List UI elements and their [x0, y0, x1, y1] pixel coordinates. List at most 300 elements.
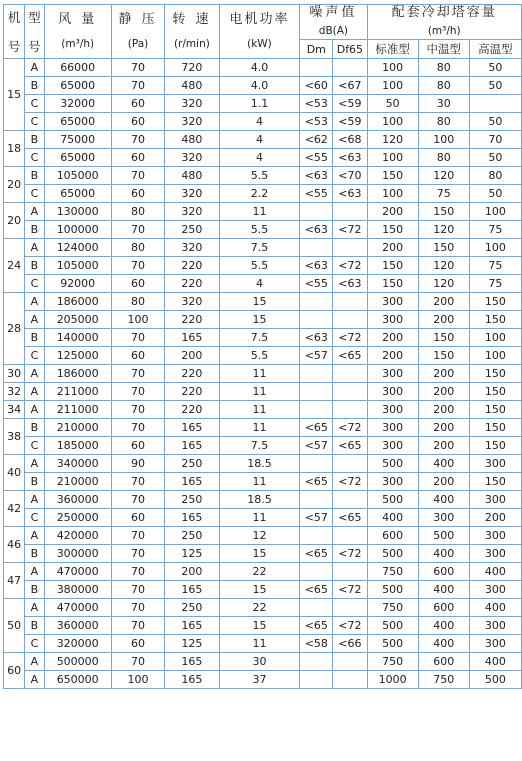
cell-speed: 320: [165, 293, 219, 311]
cell-motor-power: 4.0: [219, 59, 300, 77]
table-row: [4, 113, 522, 131]
cell-airflow: 211000: [44, 401, 111, 419]
cell-motor-power: 11: [219, 203, 300, 221]
cell-tower-medium-temp: 600: [418, 599, 469, 617]
cell-static-pressure: 60: [111, 509, 164, 527]
table-row: [4, 311, 522, 329]
table-row: [4, 545, 522, 563]
cell-tower-medium-temp: 200: [418, 383, 469, 401]
cell-tower-standard: 750: [367, 563, 418, 581]
cell-motor-power: 30: [219, 653, 300, 671]
cell-noise-df65: [333, 671, 367, 689]
cell-airflow: 650000: [44, 671, 111, 689]
cell-noise-dm: [300, 203, 333, 221]
cell-airflow: 420000: [44, 527, 111, 545]
cell-motor-power: 22: [219, 599, 300, 617]
cell-static-pressure: 70: [111, 77, 164, 95]
cell-tower-high-temp: 200: [469, 509, 521, 527]
cell-machine-no: 50: [4, 599, 25, 653]
table-row: [4, 383, 522, 401]
cell-noise-df65: [333, 293, 367, 311]
table-row: [4, 527, 522, 545]
cell-type: B: [25, 257, 44, 275]
cell-tower-standard: 150: [367, 275, 418, 293]
cell-airflow: 360000: [44, 491, 111, 509]
table-row: [4, 509, 522, 527]
cell-noise-df65: <72: [333, 329, 367, 347]
cell-tower-standard: 500: [367, 617, 418, 635]
cell-static-pressure: 70: [111, 365, 164, 383]
cell-speed: 165: [165, 671, 219, 689]
cell-type: B: [25, 473, 44, 491]
cell-airflow: 360000: [44, 617, 111, 635]
cell-tower-high-temp: 50: [469, 185, 521, 203]
cell-machine-no: 32: [4, 383, 25, 401]
cell-static-pressure: 60: [111, 185, 164, 203]
cell-tower-standard: 300: [367, 383, 418, 401]
cell-noise-df65: <63: [333, 185, 367, 203]
cell-noise-df65: <72: [333, 221, 367, 239]
cell-noise-df65: [333, 599, 367, 617]
header-static-pressure: 静 压 (Pa): [111, 5, 164, 59]
cell-machine-no: 42: [4, 491, 25, 527]
cell-speed: 165: [165, 437, 219, 455]
cell-speed: 480: [165, 131, 219, 149]
cell-airflow: 211000: [44, 383, 111, 401]
cell-noise-dm: [300, 599, 333, 617]
cell-noise-df65: [333, 491, 367, 509]
cell-static-pressure: 70: [111, 329, 164, 347]
cell-motor-power: 15: [219, 617, 300, 635]
cell-noise-dm: <53: [300, 113, 333, 131]
cell-static-pressure: 70: [111, 653, 164, 671]
cell-speed: 200: [165, 563, 219, 581]
cell-noise-df65: <65: [333, 509, 367, 527]
cell-static-pressure: 60: [111, 635, 164, 653]
cell-motor-power: 12: [219, 527, 300, 545]
cell-motor-power: 15: [219, 293, 300, 311]
cell-static-pressure: 70: [111, 527, 164, 545]
cell-motor-power: 1.1: [219, 95, 300, 113]
cell-airflow: 65000: [44, 77, 111, 95]
cell-static-pressure: 70: [111, 383, 164, 401]
table-row: [4, 671, 522, 689]
cell-static-pressure: 70: [111, 419, 164, 437]
cell-speed: 220: [165, 365, 219, 383]
cell-speed: 125: [165, 545, 219, 563]
cell-speed: 250: [165, 491, 219, 509]
cell-motor-power: 11: [219, 635, 300, 653]
cell-noise-dm: <57: [300, 437, 333, 455]
cell-noise-dm: [300, 365, 333, 383]
cell-tower-high-temp: 300: [469, 527, 521, 545]
cell-motor-power: 22: [219, 563, 300, 581]
cell-type: B: [25, 545, 44, 563]
cell-type: A: [25, 401, 44, 419]
cell-noise-df65: <72: [333, 581, 367, 599]
cell-machine-no: 24: [4, 239, 25, 293]
cell-motor-power: 15: [219, 311, 300, 329]
cell-noise-df65: [333, 401, 367, 419]
header-airflow: 风 量 (m³/h): [44, 5, 111, 59]
cell-noise-dm: <60: [300, 77, 333, 95]
cell-noise-dm: <55: [300, 149, 333, 167]
cell-tower-medium-temp: 400: [418, 635, 469, 653]
header-noise: 噪声值 dB(A): [300, 5, 367, 40]
cell-speed: 480: [165, 167, 219, 185]
cell-speed: 320: [165, 113, 219, 131]
cell-speed: 165: [165, 653, 219, 671]
cell-noise-df65: <67: [333, 77, 367, 95]
cell-static-pressure: 70: [111, 491, 164, 509]
header-motor-power: 电机功率 (kW): [219, 5, 300, 59]
cell-tower-high-temp: 300: [469, 545, 521, 563]
cell-noise-dm: <65: [300, 419, 333, 437]
cell-tower-high-temp: 300: [469, 455, 521, 473]
cell-type: A: [25, 653, 44, 671]
cell-tower-medium-temp: 120: [418, 167, 469, 185]
cell-tower-medium-temp: 750: [418, 671, 469, 689]
cell-motor-power: 11: [219, 383, 300, 401]
cell-airflow: 124000: [44, 239, 111, 257]
cell-tower-high-temp: 150: [469, 311, 521, 329]
cell-tower-medium-temp: 80: [418, 77, 469, 95]
cell-airflow: 380000: [44, 581, 111, 599]
cell-tower-standard: 150: [367, 257, 418, 275]
cell-speed: 220: [165, 275, 219, 293]
cell-noise-dm: <63: [300, 167, 333, 185]
table-row: [4, 167, 522, 185]
spec-table: [3, 4, 522, 689]
cell-tower-standard: 500: [367, 545, 418, 563]
table-row: [4, 563, 522, 581]
cell-motor-power: 2.2: [219, 185, 300, 203]
cell-noise-df65: [333, 59, 367, 77]
cell-noise-dm: <63: [300, 221, 333, 239]
cell-noise-df65: <72: [333, 473, 367, 491]
cell-tower-standard: 750: [367, 653, 418, 671]
cell-noise-dm: <65: [300, 473, 333, 491]
cell-machine-no: 34: [4, 401, 25, 419]
cell-speed: 165: [165, 617, 219, 635]
cell-tower-medium-temp: 120: [418, 221, 469, 239]
cell-noise-df65: <65: [333, 437, 367, 455]
cell-tower-medium-temp: 80: [418, 59, 469, 77]
cell-airflow: 100000: [44, 221, 111, 239]
cell-motor-power: 11: [219, 419, 300, 437]
header-tower-standard: 标准型: [367, 40, 418, 59]
table-row: [4, 185, 522, 203]
cell-static-pressure: 70: [111, 599, 164, 617]
cell-noise-df65: <66: [333, 635, 367, 653]
table-row: [4, 635, 522, 653]
cell-machine-no: 20: [4, 203, 25, 239]
cell-tower-medium-temp: 150: [418, 203, 469, 221]
cell-noise-df65: <68: [333, 131, 367, 149]
cell-tower-high-temp: 400: [469, 653, 521, 671]
table-body: [4, 59, 522, 689]
cell-speed: 480: [165, 77, 219, 95]
cell-airflow: 75000: [44, 131, 111, 149]
cell-tower-medium-temp: 120: [418, 275, 469, 293]
cell-noise-dm: [300, 491, 333, 509]
cell-machine-no: 30: [4, 365, 25, 383]
cell-tower-high-temp: 50: [469, 113, 521, 131]
cell-speed: 165: [165, 473, 219, 491]
cell-tower-standard: 100: [367, 77, 418, 95]
cell-speed: 320: [165, 185, 219, 203]
cell-type: A: [25, 455, 44, 473]
cell-machine-no: 47: [4, 563, 25, 599]
cell-static-pressure: 80: [111, 293, 164, 311]
table-row: [4, 275, 522, 293]
table-row: [4, 419, 522, 437]
cell-static-pressure: 100: [111, 311, 164, 329]
cell-tower-medium-temp: 200: [418, 293, 469, 311]
cell-speed: 165: [165, 419, 219, 437]
cell-noise-dm: [300, 401, 333, 419]
header-speed: 转 速 (r/min): [165, 5, 219, 59]
cell-static-pressure: 80: [111, 239, 164, 257]
cell-noise-df65: [333, 311, 367, 329]
cell-tower-medium-temp: 200: [418, 401, 469, 419]
cell-type: A: [25, 203, 44, 221]
cell-tower-medium-temp: 400: [418, 491, 469, 509]
table-row: [4, 599, 522, 617]
cell-type: B: [25, 77, 44, 95]
cell-airflow: 130000: [44, 203, 111, 221]
cell-machine-no: 18: [4, 131, 25, 167]
cell-static-pressure: 60: [111, 149, 164, 167]
cell-type: C: [25, 149, 44, 167]
table-row: [4, 131, 522, 149]
cell-static-pressure: 60: [111, 95, 164, 113]
cell-noise-dm: <62: [300, 131, 333, 149]
cell-noise-dm: <57: [300, 509, 333, 527]
cell-speed: 250: [165, 527, 219, 545]
cell-tower-medium-temp: 600: [418, 563, 469, 581]
cell-noise-df65: <63: [333, 275, 367, 293]
cell-noise-dm: <65: [300, 545, 333, 563]
cell-tower-medium-temp: 150: [418, 329, 469, 347]
cell-airflow: 65000: [44, 149, 111, 167]
cell-tower-medium-temp: 500: [418, 527, 469, 545]
cell-machine-no: 40: [4, 455, 25, 491]
cell-noise-df65: <72: [333, 617, 367, 635]
cell-noise-dm: <53: [300, 95, 333, 113]
cell-type: A: [25, 365, 44, 383]
cell-static-pressure: 70: [111, 563, 164, 581]
cell-tower-high-temp: 100: [469, 329, 521, 347]
cell-noise-df65: <72: [333, 419, 367, 437]
cell-tower-high-temp: 150: [469, 365, 521, 383]
cell-tower-medium-temp: 30: [418, 95, 469, 113]
cell-tower-standard: 300: [367, 401, 418, 419]
table-row: [4, 95, 522, 113]
header-tower-medium-temp: 中温型: [418, 40, 469, 59]
table-row: [4, 581, 522, 599]
cell-speed: 165: [165, 581, 219, 599]
cell-tower-standard: 200: [367, 347, 418, 365]
cell-tower-standard: 300: [367, 419, 418, 437]
cell-static-pressure: 70: [111, 257, 164, 275]
cell-tower-standard: 200: [367, 239, 418, 257]
cell-motor-power: 7.5: [219, 437, 300, 455]
header-type: 型 号: [25, 5, 44, 59]
cell-tower-high-temp: 150: [469, 473, 521, 491]
cell-noise-df65: [333, 653, 367, 671]
cell-noise-df65: <63: [333, 149, 367, 167]
cell-type: C: [25, 113, 44, 131]
cell-noise-dm: [300, 653, 333, 671]
cell-type: B: [25, 581, 44, 599]
cell-static-pressure: 70: [111, 545, 164, 563]
cell-tower-high-temp: 100: [469, 203, 521, 221]
cell-airflow: 186000: [44, 293, 111, 311]
cell-tower-medium-temp: 120: [418, 257, 469, 275]
cell-speed: 320: [165, 149, 219, 167]
cell-noise-df65: [333, 563, 367, 581]
cell-type: A: [25, 239, 44, 257]
cell-speed: 320: [165, 95, 219, 113]
cell-noise-df65: [333, 383, 367, 401]
header-tower-high-temp: 高温型: [469, 40, 521, 59]
cell-noise-df65: <59: [333, 95, 367, 113]
cell-motor-power: 5.5: [219, 347, 300, 365]
cell-tower-standard: 500: [367, 491, 418, 509]
table-row: [4, 77, 522, 95]
cell-static-pressure: 100: [111, 671, 164, 689]
cell-tower-standard: 750: [367, 599, 418, 617]
cell-tower-medium-temp: 400: [418, 545, 469, 563]
cell-airflow: 65000: [44, 113, 111, 131]
cell-tower-medium-temp: 300: [418, 509, 469, 527]
cell-tower-high-temp: 300: [469, 617, 521, 635]
cell-noise-dm: <55: [300, 185, 333, 203]
cell-tower-high-temp: 150: [469, 383, 521, 401]
cell-tower-medium-temp: 100: [418, 131, 469, 149]
table-row: [4, 401, 522, 419]
cell-tower-standard: 600: [367, 527, 418, 545]
cell-tower-high-temp: 300: [469, 581, 521, 599]
cell-motor-power: 4: [219, 113, 300, 131]
cell-type: B: [25, 167, 44, 185]
cell-type: A: [25, 311, 44, 329]
cell-motor-power: 18.5: [219, 455, 300, 473]
cell-static-pressure: 70: [111, 131, 164, 149]
cell-tower-high-temp: 150: [469, 419, 521, 437]
cell-airflow: 250000: [44, 509, 111, 527]
cell-airflow: 320000: [44, 635, 111, 653]
cell-speed: 165: [165, 329, 219, 347]
cell-speed: 250: [165, 221, 219, 239]
cell-noise-dm: <58: [300, 635, 333, 653]
cell-motor-power: 5.5: [219, 167, 300, 185]
cell-tower-standard: 300: [367, 311, 418, 329]
table-row: [4, 59, 522, 77]
cell-tower-standard: 200: [367, 203, 418, 221]
cell-tower-high-temp: 80: [469, 167, 521, 185]
cell-noise-dm: <65: [300, 617, 333, 635]
cell-static-pressure: 70: [111, 581, 164, 599]
cell-type: C: [25, 347, 44, 365]
cell-tower-standard: 400: [367, 509, 418, 527]
cell-tower-standard: 1000: [367, 671, 418, 689]
table-row: [4, 455, 522, 473]
cell-tower-high-temp: 70: [469, 131, 521, 149]
cell-machine-no: 38: [4, 419, 25, 455]
cell-tower-medium-temp: 200: [418, 365, 469, 383]
cell-noise-dm: <63: [300, 257, 333, 275]
cell-tower-high-temp: 50: [469, 149, 521, 167]
cell-noise-dm: [300, 293, 333, 311]
cell-motor-power: 11: [219, 401, 300, 419]
cell-machine-no: 28: [4, 293, 25, 365]
cell-type: A: [25, 527, 44, 545]
cell-speed: 220: [165, 257, 219, 275]
cell-tower-standard: 150: [367, 221, 418, 239]
cell-tower-standard: 120: [367, 131, 418, 149]
cell-static-pressure: 70: [111, 473, 164, 491]
table-row: [4, 473, 522, 491]
cell-machine-no: 46: [4, 527, 25, 563]
table-row: [4, 491, 522, 509]
cell-type: C: [25, 635, 44, 653]
cell-tower-medium-temp: 80: [418, 149, 469, 167]
cell-motor-power: 4: [219, 131, 300, 149]
cell-tower-high-temp: 50: [469, 59, 521, 77]
cell-noise-df65: <72: [333, 545, 367, 563]
cell-type: C: [25, 437, 44, 455]
cell-type: A: [25, 383, 44, 401]
cell-tower-standard: 300: [367, 293, 418, 311]
cell-noise-df65: <59: [333, 113, 367, 131]
cell-noise-df65: <65: [333, 347, 367, 365]
cell-noise-dm: [300, 311, 333, 329]
cell-motor-power: 15: [219, 545, 300, 563]
table-row: [4, 221, 522, 239]
cell-machine-no: 20: [4, 167, 25, 203]
cell-motor-power: 5.5: [219, 221, 300, 239]
cell-airflow: 140000: [44, 329, 111, 347]
cell-noise-dm: <57: [300, 347, 333, 365]
table-row: [4, 203, 522, 221]
table-row: [4, 437, 522, 455]
cell-tower-standard: 100: [367, 185, 418, 203]
header-model-no: 机 号: [4, 5, 25, 59]
cell-machine-no: 15: [4, 59, 25, 131]
cell-tower-standard: 100: [367, 149, 418, 167]
cell-tower-standard: 300: [367, 365, 418, 383]
cell-airflow: 105000: [44, 167, 111, 185]
cell-noise-df65: <72: [333, 257, 367, 275]
cell-motor-power: 18.5: [219, 491, 300, 509]
cell-motor-power: 37: [219, 671, 300, 689]
cell-noise-df65: [333, 203, 367, 221]
cell-static-pressure: 70: [111, 401, 164, 419]
cell-speed: 165: [165, 509, 219, 527]
cell-airflow: 66000: [44, 59, 111, 77]
cell-tower-high-temp: 300: [469, 491, 521, 509]
cell-tower-high-temp: 150: [469, 401, 521, 419]
cell-airflow: 65000: [44, 185, 111, 203]
cell-motor-power: 11: [219, 509, 300, 527]
cell-tower-high-temp: 100: [469, 347, 521, 365]
table-header: [4, 5, 522, 59]
cell-motor-power: 15: [219, 581, 300, 599]
cell-tower-high-temp: 500: [469, 671, 521, 689]
cell-airflow: 105000: [44, 257, 111, 275]
